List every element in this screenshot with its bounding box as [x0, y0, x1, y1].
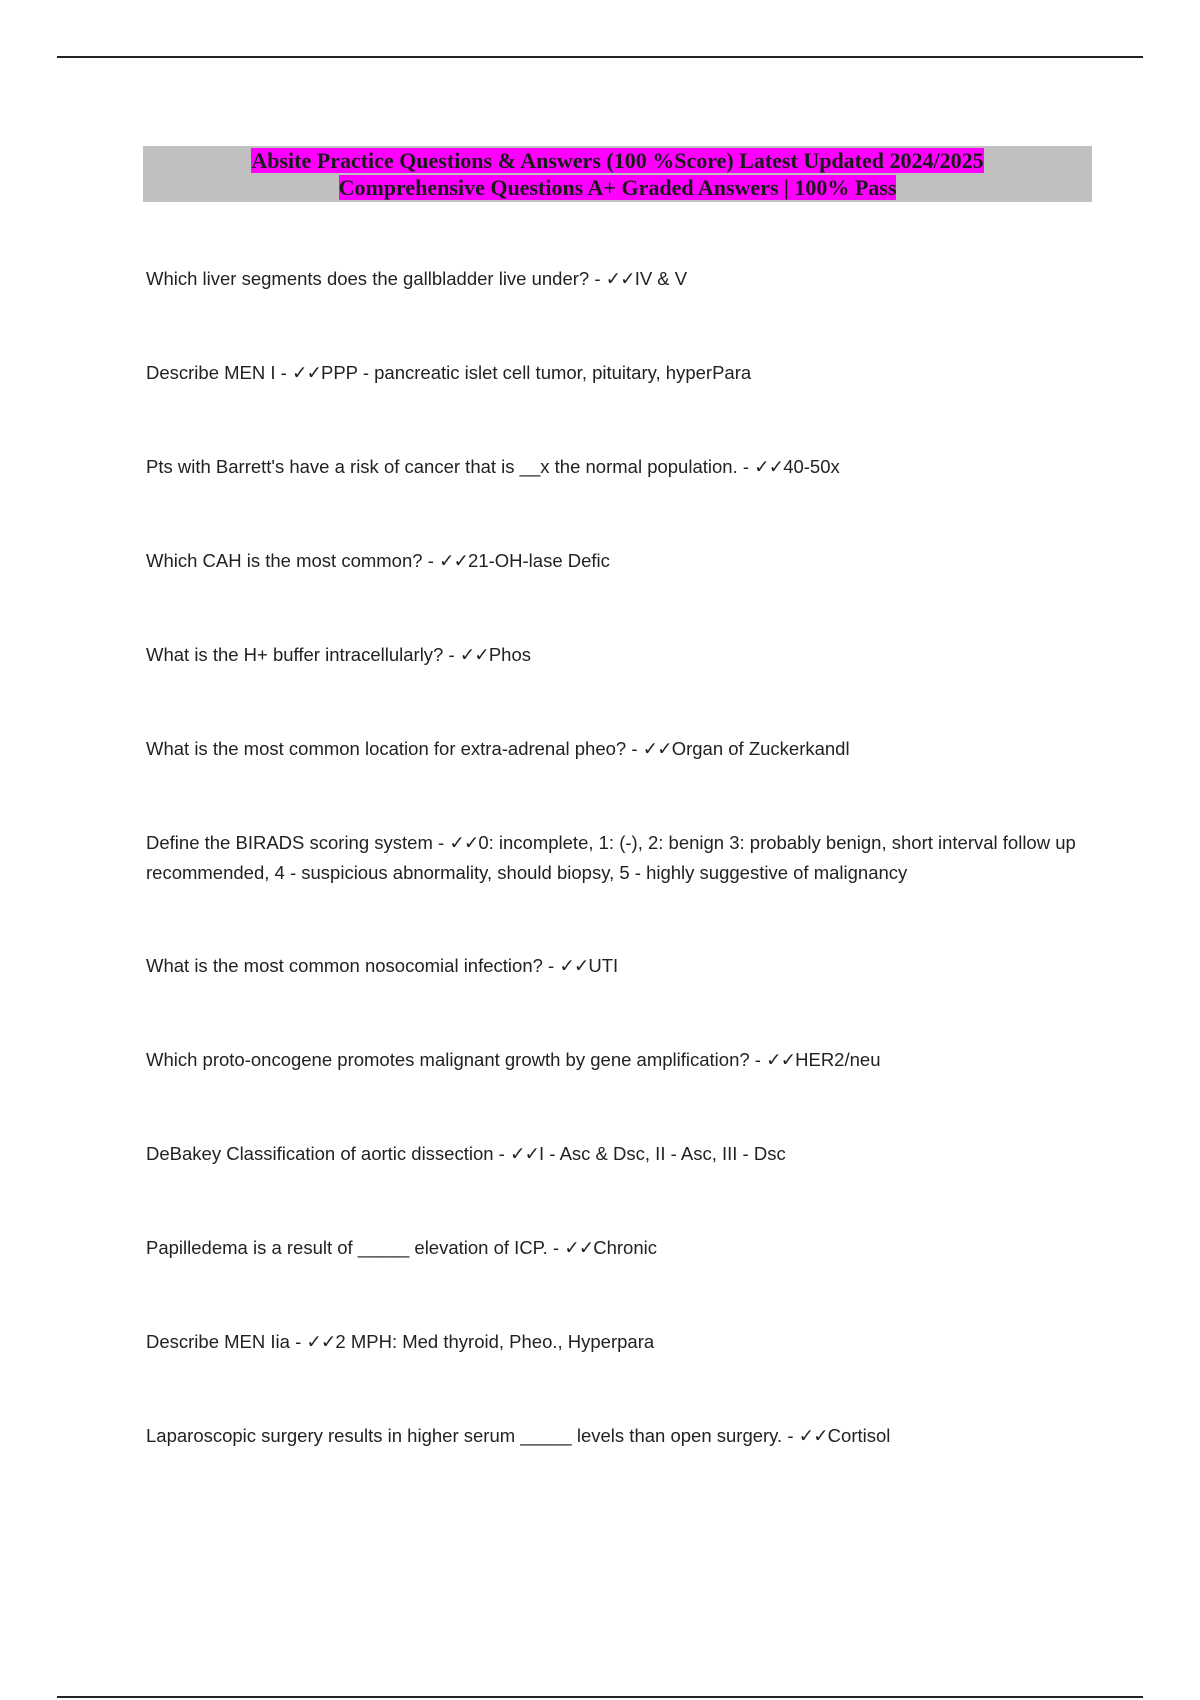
qa-answer: Cortisol — [827, 1425, 891, 1446]
check-icon: ✓✓ — [439, 550, 469, 571]
footer-rule — [57, 1696, 1143, 1698]
check-icon: ✓✓ — [559, 955, 589, 976]
qa-item — [146, 828, 1096, 888]
check-icon: ✓✓ — [754, 456, 784, 477]
qa-answer: I - Asc & Dsc, II - Asc, III - Dsc — [539, 1143, 786, 1164]
qa-item — [146, 951, 1096, 981]
qa-answer: UTI — [588, 955, 619, 976]
check-icon: ✓✓ — [766, 1049, 796, 1070]
qa-separator: - — [493, 1143, 510, 1164]
qa-answer: 2 MPH: Med thyroid, Pheo., Hyperpara — [335, 1331, 655, 1352]
check-icon: ✓✓ — [291, 362, 321, 383]
qa-question: Which proto-oncogene promotes malignant growth by gene amplification? — [146, 1049, 750, 1070]
check-icon: ✓✓ — [449, 832, 479, 853]
qa-item — [146, 546, 1096, 576]
title-line-2: Comprehensive Questions A+ Graded Answers | 100% Pass — [338, 175, 897, 200]
qa-answer: IV & V — [634, 268, 688, 289]
qa-question: Describe MEN I — [146, 362, 276, 383]
qa-item — [146, 640, 1096, 670]
qa-separator: - — [782, 1425, 799, 1446]
qa-separator: - — [749, 1049, 767, 1070]
check-icon: ✓✓ — [642, 738, 672, 759]
qa-item — [146, 1233, 1096, 1263]
qa-question: What is the H+ buffer intracellularly? — [146, 644, 444, 665]
qa-question: Which CAH is the most common? — [146, 550, 423, 571]
qa-question: Pts with Barrett's have a risk of cancer that is __x the normal population. — [146, 456, 738, 477]
qa-answer: Chronic — [593, 1237, 657, 1258]
document-title — [143, 146, 1092, 202]
qa-answer: PPP - pancreatic islet cell tumor, pituitary, hyperPara — [321, 362, 752, 383]
qa-question: DeBakey Classification of aortic dissection — [146, 1143, 494, 1164]
qa-item — [146, 358, 1096, 388]
qa-question: What is the most common nosocomial infection? — [146, 955, 543, 976]
qa-answer: HER2/neu — [795, 1049, 881, 1070]
qa-separator: - — [275, 362, 292, 383]
qa-question: Define the BIRADS scoring system — [146, 832, 433, 853]
qa-item — [146, 1421, 1096, 1451]
qa-answer: 0: incomplete, 1: (-), 2: benign 3: probably benign, short interval follow up recommended, 4 - suspicious abnormality, should biopsy, 5 - highly suggestive of malignancy — [146, 832, 1076, 883]
qa-question: Papilledema is a result of _____ elevation of ICP. — [146, 1237, 548, 1258]
qa-separator: - — [422, 550, 440, 571]
check-icon: ✓✓ — [564, 1237, 594, 1258]
qa-separator: - — [589, 268, 606, 289]
check-icon: ✓✓ — [510, 1143, 540, 1164]
qa-answer: Organ of Zuckerkandl — [671, 738, 850, 759]
qa-separator: - — [547, 1237, 565, 1258]
qa-answer: Phos — [488, 644, 531, 665]
check-icon: ✓✓ — [605, 268, 635, 289]
qa-question: Which liver segments does the gallbladder live under? — [146, 268, 590, 289]
qa-separator: - — [443, 644, 460, 665]
qa-separator: - — [542, 955, 560, 976]
qa-separator: - — [626, 738, 643, 759]
qa-item — [146, 1139, 1096, 1169]
title-line-1: Absite Practice Questions & Answers (100 %Score) Latest Updated 2024/2025 — [251, 148, 984, 173]
check-icon: ✓✓ — [459, 644, 489, 665]
qa-question: Describe MEN Iia — [146, 1331, 290, 1352]
qa-item — [146, 1327, 1096, 1357]
check-icon: ✓✓ — [798, 1425, 828, 1446]
qa-item — [146, 452, 1096, 482]
qa-separator: - — [737, 456, 755, 477]
qa-separator: - — [289, 1331, 307, 1352]
qa-question: What is the most common location for extra-adrenal pheo? — [146, 738, 627, 759]
qa-separator: - — [432, 832, 450, 853]
qa-item — [146, 734, 1096, 764]
qa-item — [146, 264, 1096, 294]
qa-question: Laparoscopic surgery results in higher serum _____ levels than open surgery. — [146, 1425, 783, 1446]
qa-item — [146, 1045, 1096, 1075]
qa-answer: 40-50x — [783, 456, 840, 477]
check-icon: ✓✓ — [306, 1331, 336, 1352]
qa-answer: 21-OH-lase Defic — [468, 550, 610, 571]
header-rule — [57, 56, 1143, 58]
